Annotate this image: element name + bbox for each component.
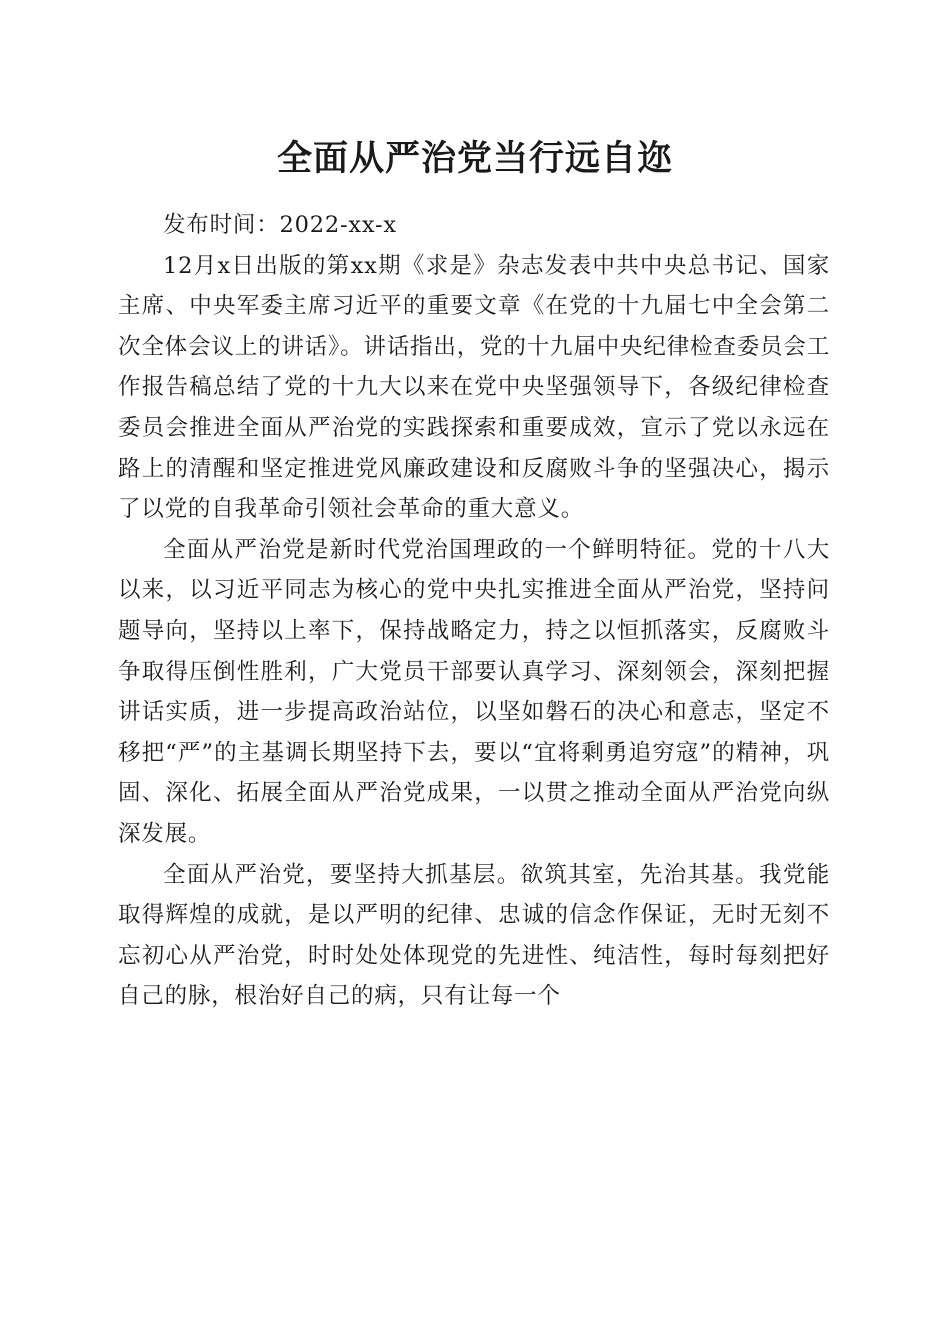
publish-label: 发布时间： <box>163 212 280 238</box>
publish-date: 2022-xx-x <box>279 212 397 238</box>
paragraph-2: 全面从严治党是新时代党治国理政的一个鲜明特征。党的十八大以来，以习近平同志为核心的党中央扎实推进全面从严治党，坚持问题导向，坚持以上率下，保持战略定力，持之以恒抓落实，反腐败斗争取得压倒性胜利，广大党员干部要认真学习、深刻领会，深刻把握讲话实质，进一步提高政治站位，以坚如磐石的决心和意志，坚定不移把“严”的主基调长期坚持下去，要以“宜将剩勇追穷寇”的精神，巩固、深化、拓展全面从严治党成果，一以贯之推动全面从严治党向纵深发展。 <box>118 536 830 847</box>
document-body <box>118 205 830 1017</box>
paragraph-3: 全面从严治党，要坚持大抓基层。欲筑其室，先治其基。我党能取得辉煌的成就，是以严明的纪律、忠诚的信念作保证，无时无刻不忘初心从严治党，时时处处体现党的先进性、纯洁性，每时每刻把好自己的脉，根治好自己的病，只有让每一个 <box>118 861 830 1010</box>
publish-time <box>118 205 830 246</box>
paragraph-1: 12月x日出版的第xx期《求是》杂志发表中共中央总书记、国家主席、中央军委主席习近平的重要文章《在党的十九届七中全会第二次全体会议上的讲话》。讲话指出，党的十九届中央纪律检查委员会工作报告稿总结了党的十九大以来在党中央坚强领导下，各级纪律检查委员会推进全面从严治党的实践探索和重要成效，宣示了党以永远在路上的清醒和坚定推进党风廉政建设和反腐败斗争的坚强决心，揭示了以党的自我革命引领社会革命的重大意义。 <box>118 252 830 523</box>
document-title: 全面从严治党当行远自迩 <box>276 138 673 179</box>
